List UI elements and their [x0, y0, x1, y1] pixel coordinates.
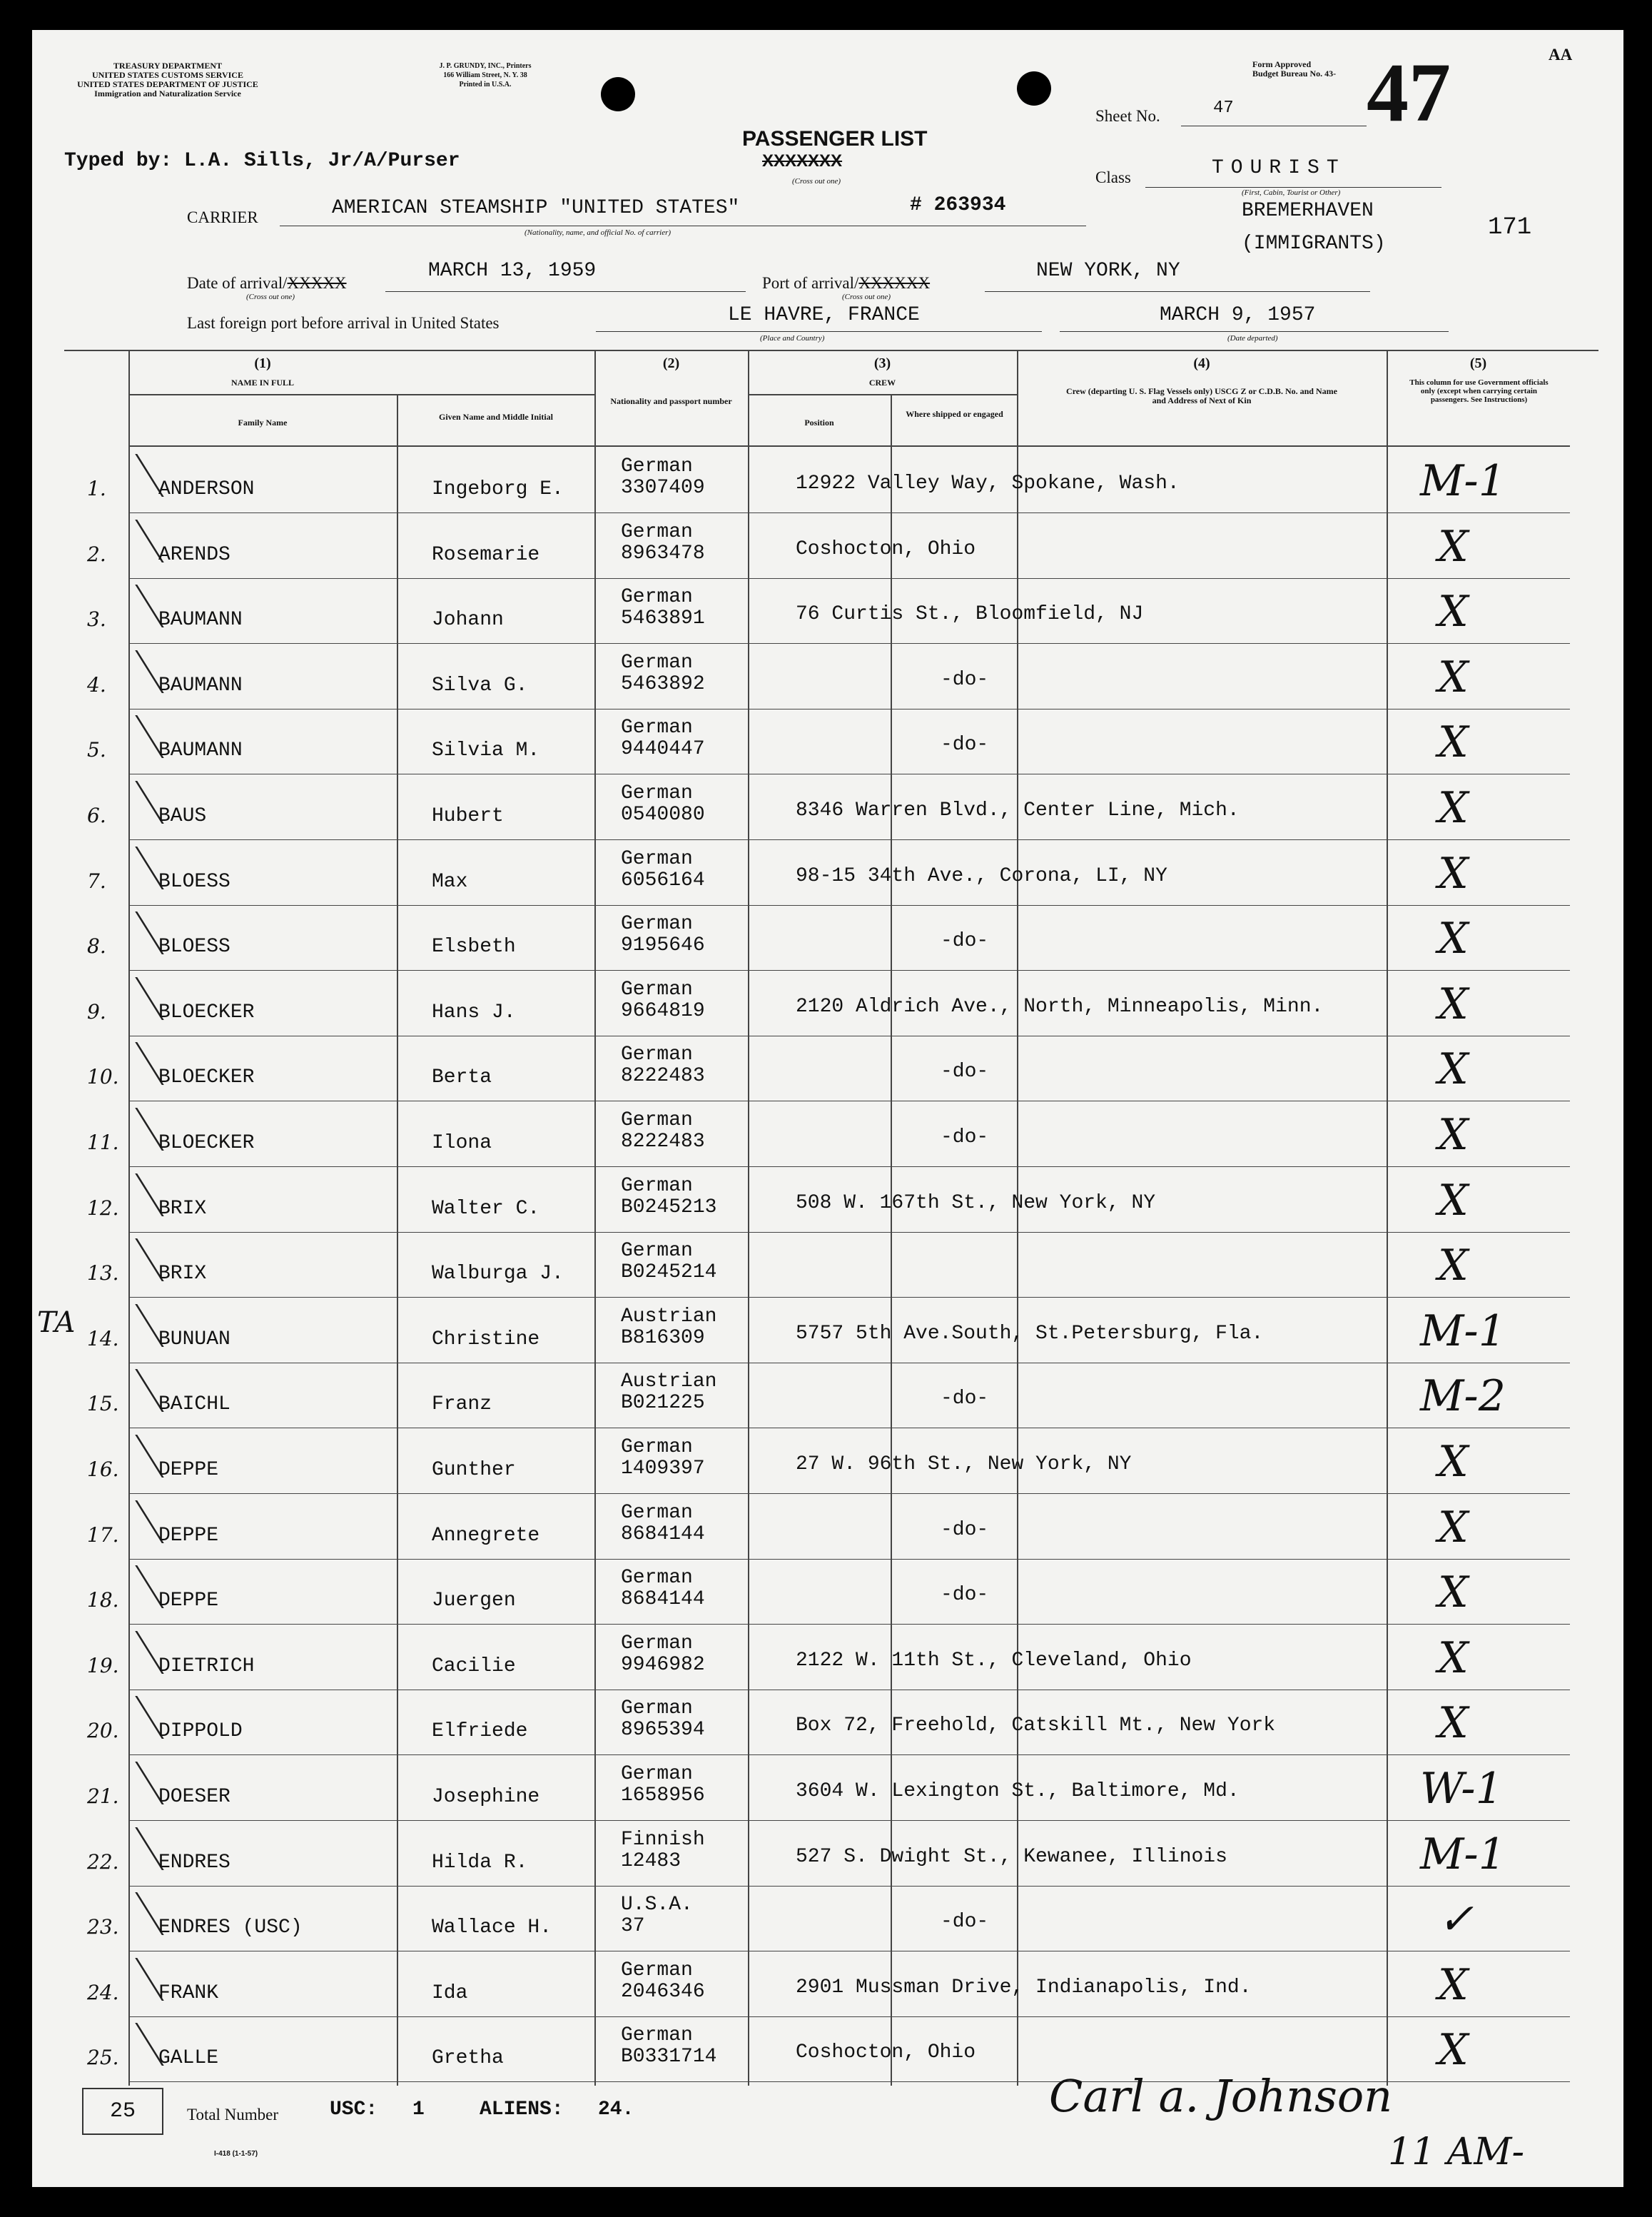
nationality: German [621, 1567, 693, 1589]
address-next-of-kin: 76 Curtis St., Bloomfield, NJ [796, 603, 1144, 625]
form-approved: Form Approved Budget Bureau No. 43- [1252, 59, 1337, 79]
arrival-port: NEW YORK, NY [1036, 260, 1180, 282]
passport-number: B0245214 [621, 1261, 717, 1283]
address-next-of-kin: Box 72, Freehold, Catskill Mt., New York [796, 1714, 1276, 1737]
row-number: 1. [87, 477, 106, 500]
carrier-name: AMERICAN STEAMSHIP "UNITED STATES" [332, 197, 740, 219]
nationality: U.S.A. [621, 1894, 693, 1916]
row-number: 4. [87, 673, 106, 697]
passport-number: 12483 [621, 1850, 681, 1872]
col2-number: (2) [662, 355, 680, 371]
given-name: Berta [432, 1066, 492, 1089]
table-row [128, 1362, 1570, 1428]
family-name: DEPPE [158, 1459, 219, 1481]
official-mark: M-1 [1420, 1306, 1506, 1356]
table-row [128, 1885, 1570, 1951]
col1-number: (1) [254, 355, 271, 371]
official-mark: X [1438, 587, 1469, 637]
corner-code: AA [1549, 46, 1573, 64]
family-name: ARENDS [158, 544, 230, 566]
punch-hole-right [1017, 71, 1051, 106]
nationality: German [621, 1109, 693, 1131]
official-mark: X [1438, 522, 1469, 572]
col3-title: CREW [868, 378, 896, 388]
address-next-of-kin: -do- [941, 669, 989, 691]
table-row [128, 1231, 1570, 1297]
given-name: Johann [432, 609, 504, 631]
family-name: BRIX [158, 1198, 207, 1220]
nationality: German [621, 1175, 693, 1197]
address-next-of-kin: 27 W. 96th St., New York, NY [796, 1453, 1132, 1475]
row-number: 8. [87, 934, 106, 958]
address-next-of-kin: -do- [941, 1519, 989, 1541]
given-name: Hubert [432, 805, 504, 827]
passport-number: 8684144 [621, 1588, 705, 1610]
aliens-label: ALIENS: [480, 2099, 564, 2121]
row-number: 6. [87, 804, 106, 827]
passport-number: 9440447 [621, 738, 705, 760]
last-port-value: LE HAVRE, FRANCE [728, 304, 920, 326]
family-name: DOESER [158, 1786, 230, 1808]
official-mark: X [1438, 1044, 1469, 1094]
nationality: Austrian [621, 1306, 717, 1328]
given-name: Christine [432, 1328, 540, 1350]
row-number: 24. [87, 1981, 119, 2004]
passport-number: B816309 [621, 1327, 705, 1349]
nationality: German [621, 1044, 693, 1066]
class-caption: (First, Cabin, Tourist or Other) [1242, 188, 1341, 197]
col4-number: (4) [1193, 355, 1210, 371]
count-box-value: 25 [109, 2099, 136, 2123]
typed-by: Typed by: L.A. Sills, Jr/A/Purser [64, 150, 460, 172]
family-name: BUNUAN [158, 1328, 230, 1350]
address-next-of-kin: 2122 W. 11th St., Cleveland, Ohio [796, 1650, 1192, 1672]
arrival-date: MARCH 13, 1959 [428, 260, 597, 282]
agency-block: TREASURY DEPARTMENT UNITED STATES CUSTOMS SERVICE UNITED STATES DEPARTMENT OF JUSTICE Immigration and Naturalization Service [77, 61, 258, 99]
family-name: DEPPE [158, 1525, 219, 1547]
crossed-out-word: XXXXXXX [762, 151, 843, 171]
passport-number: 8222483 [621, 1131, 705, 1153]
col3-number: (3) [873, 355, 891, 371]
table-row [128, 1101, 1570, 1166]
nationality: German [621, 1632, 693, 1655]
passport-number: B0331714 [621, 2046, 717, 2068]
address-next-of-kin: Coshocton, Ohio [796, 2041, 976, 2064]
aliens-value: 24. [598, 2099, 634, 2121]
passport-number: 1409397 [621, 1458, 705, 1480]
last-port-caption: (Place and Country) [760, 334, 825, 343]
family-name: BAUMANN [158, 739, 243, 762]
given-name: Hilda R. [432, 1852, 528, 1874]
row-number: 15. [87, 1392, 119, 1415]
table-row [128, 708, 1570, 774]
official-mark: X [1438, 1503, 1469, 1552]
row-number: 11. [87, 1131, 119, 1154]
passport-number: 9664819 [621, 1000, 705, 1022]
official-mark: X [1438, 849, 1469, 899]
address-next-of-kin: 508 W. 167th St., New York, NY [796, 1192, 1156, 1214]
family-name: BRIX [158, 1263, 207, 1285]
nationality: German [621, 455, 693, 478]
cross-out-caption: (Cross out one) [792, 177, 841, 186]
passport-number: 8965394 [621, 1719, 705, 1741]
nationality: German [621, 979, 693, 1001]
official-mark: M-2 [1420, 1371, 1506, 1421]
nationality: German [621, 913, 693, 935]
family-name: ANDERSON [158, 478, 255, 500]
passport-number: 0540080 [621, 804, 705, 826]
class-value: TOURIST [1212, 157, 1346, 179]
given-name: Annegrete [432, 1525, 540, 1547]
nationality: Austrian [621, 1370, 717, 1393]
given-name: Hans J. [432, 1001, 516, 1024]
table-row [128, 1493, 1570, 1559]
passport-number: B021225 [621, 1392, 705, 1414]
col-given-name: Given Name and Middle Initial [438, 412, 553, 422]
official-mark: X [1438, 1110, 1469, 1160]
port-label: Port of arrival/XXXXXX [762, 274, 931, 292]
class-label: Class [1095, 168, 1131, 186]
given-name: Walter C. [432, 1198, 540, 1220]
port-note-1: BREMERHAVEN [1242, 200, 1374, 222]
given-name: Franz [432, 1393, 492, 1415]
address-next-of-kin: -do- [941, 930, 989, 952]
carrier-caption: (Nationality, name, and official No. of carrier) [525, 228, 672, 237]
row-number: 12. [87, 1196, 119, 1220]
col-position: Position [804, 418, 834, 428]
given-name: Cacilie [432, 1655, 516, 1677]
nationality: German [621, 1697, 693, 1719]
official-mark: W-1 [1420, 1764, 1503, 1814]
col-family-name: Family Name [238, 418, 288, 428]
given-name: Ingeborg E. [432, 478, 564, 500]
nationality: Finnish [621, 1829, 705, 1851]
given-name: Ilona [432, 1132, 492, 1154]
row-number: 16. [87, 1458, 119, 1481]
usc-value: 1 [412, 2099, 425, 2121]
last-port-label: Last foreign port before arrival in United States [187, 314, 500, 332]
date-caption: (Cross out one) [246, 293, 295, 301]
address-next-of-kin: -do- [941, 1061, 989, 1083]
official-mark: X [1438, 1437, 1469, 1487]
sheet-big-number: 47 [1367, 46, 1451, 139]
sheet-number: 47 [1213, 99, 1234, 118]
given-name: Rosemarie [432, 544, 540, 566]
nationality: German [621, 1240, 693, 1262]
passport-number: 8684144 [621, 1523, 705, 1545]
official-mark: X [1438, 2025, 1469, 2075]
port-caption: (Cross out one) [842, 293, 891, 301]
row-number: 18. [87, 1588, 119, 1612]
family-name: BLOECKER [158, 1132, 255, 1154]
row-number: 22. [87, 1850, 119, 1874]
row-number: 7. [87, 869, 106, 893]
col5-number: (5) [1469, 355, 1487, 371]
time-note: 11 AM- [1388, 2131, 1525, 2173]
family-name: BLOESS [158, 871, 230, 893]
form-number: I-418 (1-1-57) [214, 2150, 258, 2158]
family-name: DEPPE [158, 1590, 219, 1612]
official-mark: X [1438, 1241, 1469, 1291]
address-next-of-kin: 98-15 34th Ave., Corona, LI, NY [796, 865, 1167, 887]
carrier-number: # 263934 [910, 194, 1006, 216]
official-mark: X [1438, 1960, 1469, 2010]
family-name: BLOESS [158, 936, 230, 958]
port-note-2: (IMMIGRANTS) [1242, 233, 1386, 255]
col1-title: NAME IN FULL [230, 378, 294, 388]
address-next-of-kin: Coshocton, Ohio [796, 538, 976, 560]
total-label: Total Number [187, 2106, 279, 2123]
row-number: 23. [87, 1915, 119, 1939]
given-name: Elsbeth [432, 936, 516, 958]
official-mark: X [1438, 914, 1469, 964]
side-number: 171 [1488, 214, 1532, 241]
row-number: 21. [87, 1784, 119, 1808]
margin-note: TA [37, 1306, 76, 1339]
nationality: German [621, 2024, 693, 2046]
family-name: ENDRES [158, 1852, 230, 1874]
table-row [128, 1558, 1570, 1624]
nationality: German [621, 848, 693, 870]
official-mark: X [1438, 717, 1469, 767]
nationality: German [621, 1959, 693, 1981]
nationality: German [621, 652, 693, 674]
printer-block: J. P. GRUNDY, INC., Printers 166 William Street, N. Y. 38 Printed in U.S.A. [439, 62, 532, 89]
departed-date: MARCH 9, 1957 [1160, 304, 1316, 326]
col-where-shipped: Where shipped or engaged [906, 409, 1003, 419]
nationality: German [621, 1502, 693, 1524]
row-number: 20. [87, 1719, 119, 1742]
table-top-rule [64, 350, 1598, 351]
col5-title: This column for use Government officials only (except when carrying certain passengers. See Instructions) [1409, 378, 1549, 404]
row-number: 13. [87, 1261, 119, 1285]
list-title: PASSENGER LIST [742, 127, 928, 151]
passport-number: 1658956 [621, 1784, 705, 1807]
official-mark: X [1438, 1176, 1469, 1226]
row-number: 10. [87, 1065, 119, 1089]
passport-number: 9946982 [621, 1654, 705, 1676]
official-mark: X [1438, 1633, 1469, 1683]
given-name: Wallace H. [432, 1916, 552, 1939]
row-number: 14. [87, 1327, 119, 1350]
address-next-of-kin: 5757 5th Ave.South, St.Petersburg, Fla. [796, 1323, 1264, 1345]
address-next-of-kin: -do- [941, 1126, 989, 1148]
given-name: Elfriede [432, 1720, 528, 1742]
sheet-label: Sheet No. [1095, 107, 1160, 125]
address-next-of-kin: 2120 Aldrich Ave., North, Minneapolis, Minn. [796, 996, 1324, 1018]
col2-title: Nationality and passport number [610, 396, 732, 406]
given-name: Gunther [432, 1459, 516, 1481]
row-number: 25. [87, 2046, 119, 2069]
usc-label: USC: [330, 2099, 378, 2121]
count-box [82, 2088, 163, 2135]
family-name: DIETRICH [158, 1655, 255, 1677]
nationality: German [621, 1763, 693, 1785]
date-label: Date of arrival/XXXXX [187, 274, 347, 292]
given-name: Silva G. [432, 675, 528, 697]
official-mark: X [1438, 783, 1469, 833]
row-number: 17. [87, 1523, 119, 1547]
row-number: 2. [87, 542, 106, 566]
nationality: German [621, 521, 693, 543]
nationality: German [621, 782, 693, 804]
passport-number: 8963478 [621, 542, 705, 565]
family-name: BAUS [158, 805, 207, 827]
address-next-of-kin: 2901 Mussman Drive, Indianapolis, Ind. [796, 1976, 1252, 1999]
address-next-of-kin: 527 S. Dwight St., Kewanee, Illinois [796, 1846, 1227, 1868]
official-mark: M-1 [1420, 456, 1506, 506]
family-name: FRANK [158, 1982, 219, 2004]
address-next-of-kin: 8346 Warren Blvd., Center Line, Mich. [796, 799, 1240, 822]
family-name: DIPPOLD [158, 1720, 243, 1742]
given-name: Max [432, 871, 468, 893]
given-name: Josephine [432, 1786, 540, 1808]
row-number: 3. [87, 607, 106, 631]
address-next-of-kin: -do- [941, 1584, 989, 1606]
row-number: 19. [87, 1654, 119, 1677]
family-name: BAUMANN [158, 609, 243, 631]
row-number: 5. [87, 738, 106, 762]
table-row [128, 643, 1570, 709]
official-mark: X [1438, 652, 1469, 702]
given-name: Silvia M. [432, 739, 540, 762]
family-name: ENDRES (USC) [158, 1916, 303, 1939]
given-name: Ida [432, 1982, 468, 2004]
family-name: GALLE [158, 2047, 219, 2069]
passport-number: 37 [621, 1915, 645, 1937]
signature: Carl a. Johnson [1049, 2070, 1393, 2122]
punch-hole-left [601, 77, 635, 111]
col4-title: Crew (departing U. S. Flag Vessels only) USCG Z or C.D.B. No. and Name and Address of Next of Kin [1066, 386, 1337, 405]
address-next-of-kin: 3604 W. Lexington St., Baltimore, Md. [796, 1780, 1240, 1802]
given-name: Walburga J. [432, 1263, 564, 1285]
official-mark: X [1438, 1567, 1469, 1617]
address-next-of-kin: 12922 Valley Way, Spokane, Wash. [796, 473, 1180, 495]
family-name: BAUMANN [158, 675, 243, 697]
passport-number: 2046346 [621, 1981, 705, 2003]
nationality: German [621, 717, 693, 739]
nationality: German [621, 1436, 693, 1458]
passport-number: 5463892 [621, 673, 705, 695]
given-name: Gretha [432, 2047, 504, 2069]
family-name: BAICHL [158, 1393, 230, 1415]
address-next-of-kin: -do- [941, 1911, 989, 1933]
address-next-of-kin: -do- [941, 1388, 989, 1410]
passport-number: 6056164 [621, 869, 705, 892]
family-name: BLOECKER [158, 1066, 255, 1089]
table-row [128, 904, 1570, 970]
passport-number: 3307409 [621, 477, 705, 499]
address-next-of-kin: -do- [941, 734, 989, 756]
departed-caption: (Date departed) [1227, 334, 1278, 343]
family-name: BLOECKER [158, 1001, 255, 1024]
passport-number: 5463891 [621, 607, 705, 630]
row-number: 9. [87, 1000, 106, 1024]
official-mark: M-1 [1420, 1829, 1506, 1879]
passport-number: B0245213 [621, 1196, 717, 1218]
given-name: Juergen [432, 1590, 516, 1612]
nationality: German [621, 586, 693, 608]
passport-number: 8222483 [621, 1065, 705, 1087]
carrier-label: CARRIER [187, 208, 258, 226]
table-row [128, 1035, 1570, 1101]
official-mark: X [1438, 979, 1469, 1029]
official-mark: X [1438, 1698, 1469, 1748]
official-mark: ✓ [1438, 1894, 1474, 1944]
passport-number: 9195646 [621, 934, 705, 956]
